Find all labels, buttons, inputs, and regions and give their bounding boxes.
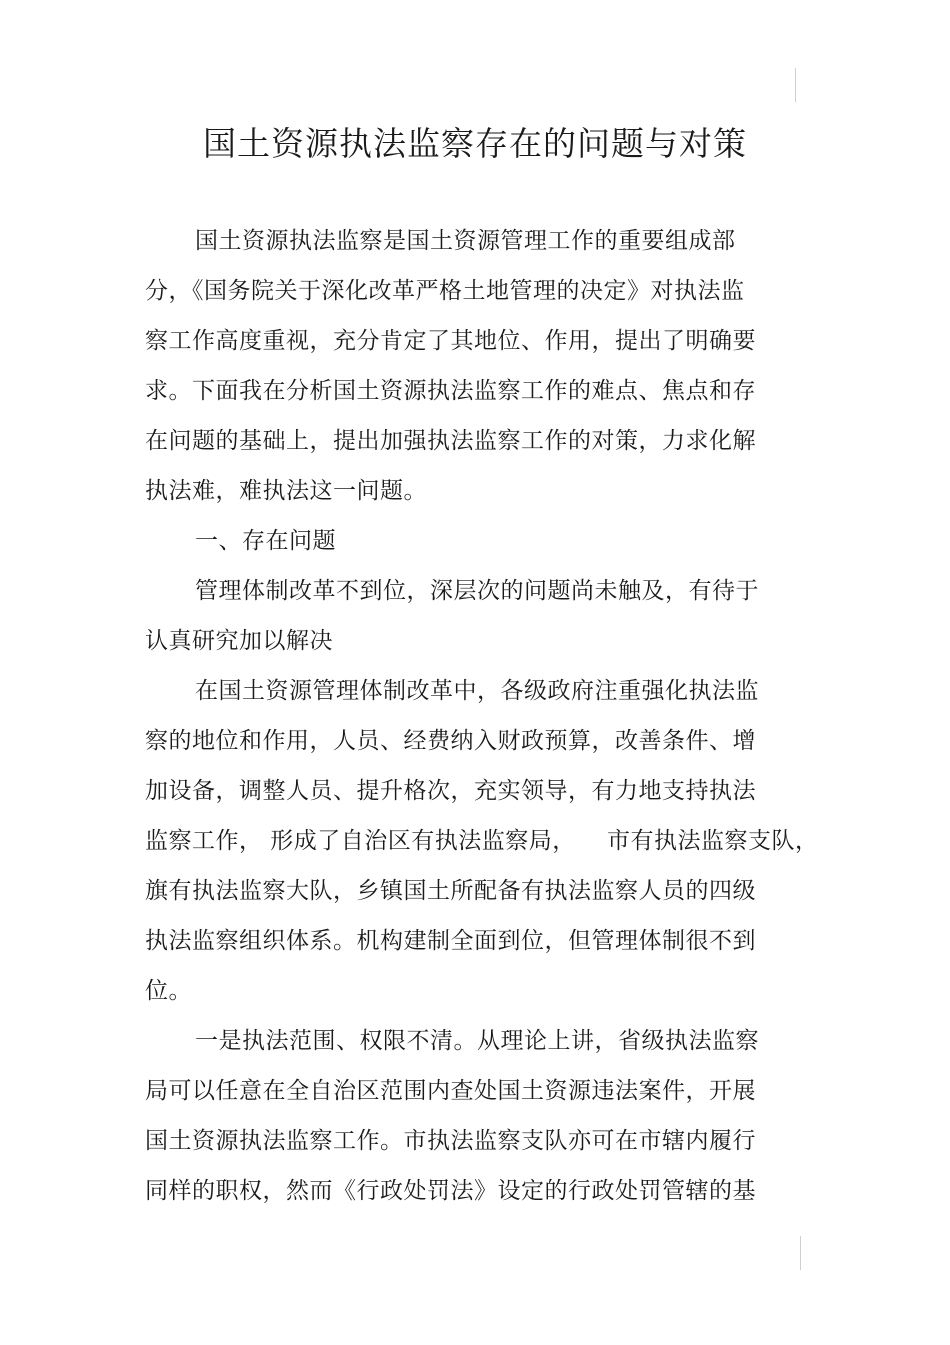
paragraph-line: 同样的职权，然而《行政处罚法》设定的行政处罚管辖的基 — [145, 1178, 756, 1204]
paragraph-line: 位。 — [145, 978, 192, 1004]
bottom-margin-mark — [800, 1236, 801, 1270]
paragraph-line: 在问题的基础上，提出加强执法监察工作的对策，力求化解 — [145, 428, 756, 454]
paragraph-line: 认真研究加以解决 — [145, 628, 333, 654]
paragraph-line: 加设备，调整人员、提升格次，充实领导，有力地支持执法 — [145, 778, 756, 804]
paragraph-line: 国土资源执法监察是国土资源管理工作的重要组成部 — [195, 228, 736, 254]
paragraph-line: 在国土资源管理体制改革中，各级政府注重强化执法监 — [195, 678, 759, 704]
paragraph-line: 管理体制改革不到位，深层次的问题尚未触及，有待于 — [195, 578, 759, 604]
paragraph-line: 国土资源执法监察工作。市执法监察支队亦可在市辖内履行 — [145, 1128, 756, 1154]
page-title: 国土资源执法监察存在的问题与对策 — [203, 124, 747, 163]
paragraph-line: 察的地位和作用，人员、经费纳入财政预算，改善条件、增 — [145, 728, 756, 754]
paragraph-line: 分，《国务院关于深化改革严格土地管理的决定》对执法监 — [145, 278, 745, 304]
paragraph-line: 执法监察组织体系。机构建制全面到位，但管理体制很不到 — [145, 928, 756, 954]
paragraph-line: 局可以任意在全自治区范围内查处国土资源违法案件，开展 — [145, 1078, 756, 1104]
paragraph-line: 察工作高度重视，充分肯定了其地位、作用，提出了明确要 — [145, 328, 756, 354]
paragraph-line: 执法难，难执法这一问题。 — [145, 478, 427, 504]
paragraph-line: 监察工作， 形成了自治区有执法监察局， 市有执法监察支队， — [145, 828, 819, 854]
top-margin-mark — [795, 68, 796, 102]
paragraph-line: 一是执法范围、权限不清。从理论上讲，省级执法监察 — [195, 1028, 759, 1054]
paragraph-line: 求。下面我在分析国土资源执法监察工作的难点、焦点和存 — [145, 378, 756, 404]
section-heading: 一、存在问题 — [195, 528, 336, 554]
paragraph-line: 旗有执法监察大队，乡镇国土所配备有执法监察人员的四级 — [145, 878, 756, 904]
